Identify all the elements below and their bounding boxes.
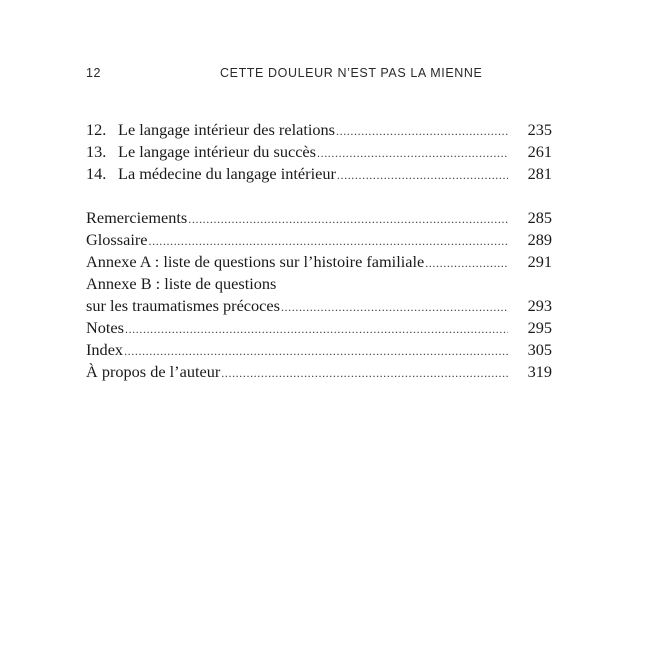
toc-entry-annexe-a[interactable]: [86, 251, 552, 273]
toc-page-number: 291: [527, 252, 552, 271]
toc-entry-glossaire[interactable]: [86, 229, 552, 251]
toc-chapter-number: 14.: [86, 164, 107, 183]
toc-page-number: 289: [527, 230, 552, 249]
toc-page-number: 235: [527, 120, 552, 139]
dot-leader: [188, 208, 508, 230]
dot-leader: [221, 362, 508, 384]
toc-back-matter: [86, 207, 552, 383]
toc-entry-title: Index: [86, 340, 124, 359]
toc-entry-title: Annexe B : liste de questions: [86, 274, 277, 293]
page-number: 12: [86, 66, 102, 80]
toc-entry-index[interactable]: [86, 339, 552, 361]
toc-page-number: 293: [527, 296, 552, 315]
toc-page-number: 305: [527, 340, 552, 359]
toc-entry-annexe-b[interactable]: [86, 273, 552, 295]
dot-leader: [281, 296, 508, 318]
toc-entry-annexe-b-continuation[interactable]: [86, 295, 552, 317]
toc-entry-title: Glossaire: [86, 230, 148, 249]
toc-page-number: 285: [527, 208, 552, 227]
toc-entry-title: Le langage intérieur des relations: [118, 120, 335, 139]
toc-entry-title: À propos de l’auteur: [86, 362, 221, 381]
toc-entry-chapter-13[interactable]: [86, 141, 552, 163]
dot-leader: [149, 230, 509, 252]
toc-entry-title: Le langage intérieur du succès: [118, 142, 316, 161]
toc-page-number: 295: [527, 318, 552, 337]
dot-leader: [425, 252, 508, 274]
toc-entry-title: Annexe A : liste de questions sur l’histoire familiale: [86, 252, 425, 271]
toc-page-number: 261: [527, 142, 552, 161]
toc-entry-chapter-12[interactable]: [86, 119, 552, 141]
dot-leader: [124, 340, 508, 362]
dot-leader: [337, 164, 508, 186]
running-title: CETTE DOULEUR N’EST PAS LA MIENNE: [220, 66, 483, 80]
toc-entry-a-propos[interactable]: [86, 361, 552, 383]
toc-page-number: 319: [527, 362, 552, 381]
dot-leader: [317, 142, 508, 164]
dot-leader: [125, 318, 508, 340]
toc-entry-title: Notes: [86, 318, 124, 337]
toc-entry-title-continuation: sur les traumatismes précoces: [86, 296, 280, 315]
toc-entry-title: Remerciements: [86, 208, 188, 227]
toc-page-number: 281: [527, 164, 552, 183]
toc-chapter-number: 12.: [86, 120, 107, 139]
toc-entry-chapter-14[interactable]: [86, 163, 552, 185]
dot-leader: [336, 120, 508, 142]
toc-entry-label: [86, 119, 335, 141]
toc-entry-label: [86, 163, 336, 185]
running-head: [86, 66, 552, 86]
toc-chapter-number: 13.: [86, 142, 107, 161]
toc-entry-notes[interactable]: [86, 317, 552, 339]
table-of-contents: [86, 119, 552, 383]
toc-entry-remerciements[interactable]: [86, 207, 552, 229]
toc-entry-title: La médecine du langage intérieur: [118, 164, 336, 183]
toc-entry-label: [86, 141, 316, 163]
toc-chapters: [86, 119, 552, 185]
